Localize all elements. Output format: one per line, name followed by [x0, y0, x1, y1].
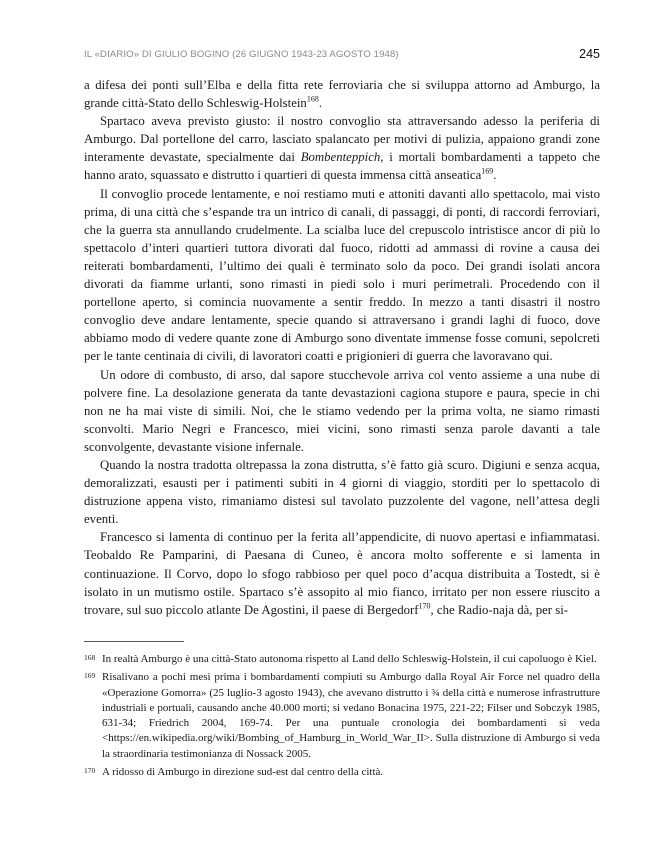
body-text	[84, 76, 600, 619]
page-number: 245	[579, 47, 600, 61]
paragraph-1	[84, 76, 600, 112]
footnote-170	[84, 765, 600, 780]
running-title: IL «DIARIO» DI GIULIO BOGINO (26 GIUGNO 1943-23 AGOSTO 1948)	[84, 49, 399, 60]
paragraph-5: Quando la nostra tradotta oltrepassa la zona distrutta, s’è fatto già scuro. Digiuni e senza acqua, demoralizzati, esausti per i patimenti subiti in 4 giorni di viaggio, storditi per lo spettacolo di distruzione appena visto, rimaniamo distesi sul tavolato puzzolente del vagone, nell’attesa degli eventi.	[84, 457, 600, 527]
footnote-169	[84, 670, 600, 762]
footnote-separator	[84, 641, 184, 642]
footnote-ref-168[interactable]: 168	[306, 94, 319, 104]
footnote-number: 168	[84, 653, 96, 662]
paragraph-2-text-cont: , i mortali bombardamenti a tappeto che hanno arato, squassato e distrutto i quartieri di questa immensa città anseatica	[84, 150, 600, 183]
footnotes	[84, 652, 600, 783]
paragraph-6-text: Francesco si lamenta di continuo per la ferita all’appendicite, di nuovo apertasi e infiammatasi. Teobaldo Re Pamparini, di Paesana di Cuneo, è ancora molto sofferente e si lamenta in continuazione. Il Corvo, dopo lo sfogo rabbioso per quel poco d’acqua distribuita a Tostedt, si è isolato in un mutismo ostile. Spartaco s’è assopito al mio fianco, irritato per non essere riuscito a trovare, sul suo piccolo atlante De Agostini, il paese di Bergedorf	[84, 530, 600, 617]
footnote-168	[84, 652, 600, 667]
footnote-text: In realtà Amburgo è una città-Stato autonoma rispetto al Land dello Schleswig-Holstein, il cui capoluogo è Kiel.	[102, 653, 597, 665]
footnote-text: A ridosso di Amburgo in direzione sud-est dal centro della città.	[102, 766, 384, 779]
paragraph-1-end: .	[318, 96, 323, 111]
paragraph-2-text: Spartaco aveva previsto giusto: il nostro convoglio sta attraversando adesso la periferia di Amburgo. Dal portellone del carro, lasciato spalancato per motivi di pulizia, appaiono grandi zone interamente devastate, specialmente dai	[84, 114, 600, 165]
footnote-number: 170	[84, 766, 96, 776]
paragraph-4: Un odore di combusto, di arso, dal sapore stucchevole arriva col vento assieme a una nube di polvere fine. La desolazione generata da tante devastazioni cagiona stupore e paura, specie in chi non ne ha mai viste di simili. Noi, che le stiamo vedendo per la prima volta, ne siamo rimasti sconvolti. Mario Negri e Francesco, miei vicini, sono rimasti senza parole davanti a tale sconvolgente, devastante visione infernale.	[84, 367, 600, 454]
footnote-number: 169	[84, 671, 96, 681]
footnote-ref-169[interactable]: 169	[481, 167, 494, 177]
paragraph-3: Il convoglio procede lentamente, e noi restiamo muti e attoniti davanti allo spettacolo, mai visto prima, di una città che s’espande tra un intrico di canali, di passaggi, di ponti, di raccordi ferroviari, che la guerra sta annullando crudelmente. La scialba luce del crepuscolo intristisce ancor di più lo spettacolo d’interi quartieri tuttora divorati dal fuoco, ridotti ad ammassi di rovine a causa dei reiterati bombardamenti, l’ultimo dei quali è terminato solo da poco. Dei grandi isolati ancora divorati da fiamme urlanti, sono rimasti in piedi solo i muri perimetrali. Procedendo con il portellone aperto, si comincia nuovamente a sentir freddo. In mezzo a tanti disastri il nostro convoglio deve andare lentamente, specie quando si attraversano i grandi laghi di fuoco, dove abbiamo modo di vedere quante zone di Amburgo sono diventate immense fosse comuni, sepolcreti per le tante centinaia di civili, di lavoratori coatti e prigionieri di guerra che lavoravano qui.	[84, 186, 600, 364]
paragraph-1-text: a difesa dei ponti sull’Elba e della fitta rete ferroviaria che si sviluppa attorno ad Amburgo, la grande città-Stato dello Schleswig-Holstein	[84, 78, 600, 111]
paragraph-2-end: .	[493, 168, 497, 183]
paragraph-6-end: , che Radio-naja dà, per si-	[430, 602, 569, 617]
paragraph-2-italic-term: Bombenteppich	[300, 150, 381, 165]
paragraph-6	[84, 528, 600, 618]
paragraph-2	[84, 112, 600, 184]
running-header	[84, 47, 600, 63]
footnote-ref-170[interactable]: 170	[418, 601, 431, 611]
footnote-text: Risalivano a pochi mesi prima i bombardamenti compiuti su Amburgo dalla Royal Air Force nel quadro della «Operazione Gomorra» (25 luglio-3 agosto 1943), che avevano distrutto i ¾ della città e numerose infrastrutture industriali e portuali, causando anche 40.000 morti; si vedano Bonacina 1975, 221-22; Filser und Sobczyk 1985, 631-34; Friedrich 2004, 169-74. Per una puntuale cronologia dei bombardamenti si veda <https://en.wikipedia.org/wiki/Bombing_of_Hamburg_in_World_War_II>. Sulla distruzione di Amburgo si veda la straordinaria testimonianza di Nossack 2005.	[102, 671, 600, 760]
